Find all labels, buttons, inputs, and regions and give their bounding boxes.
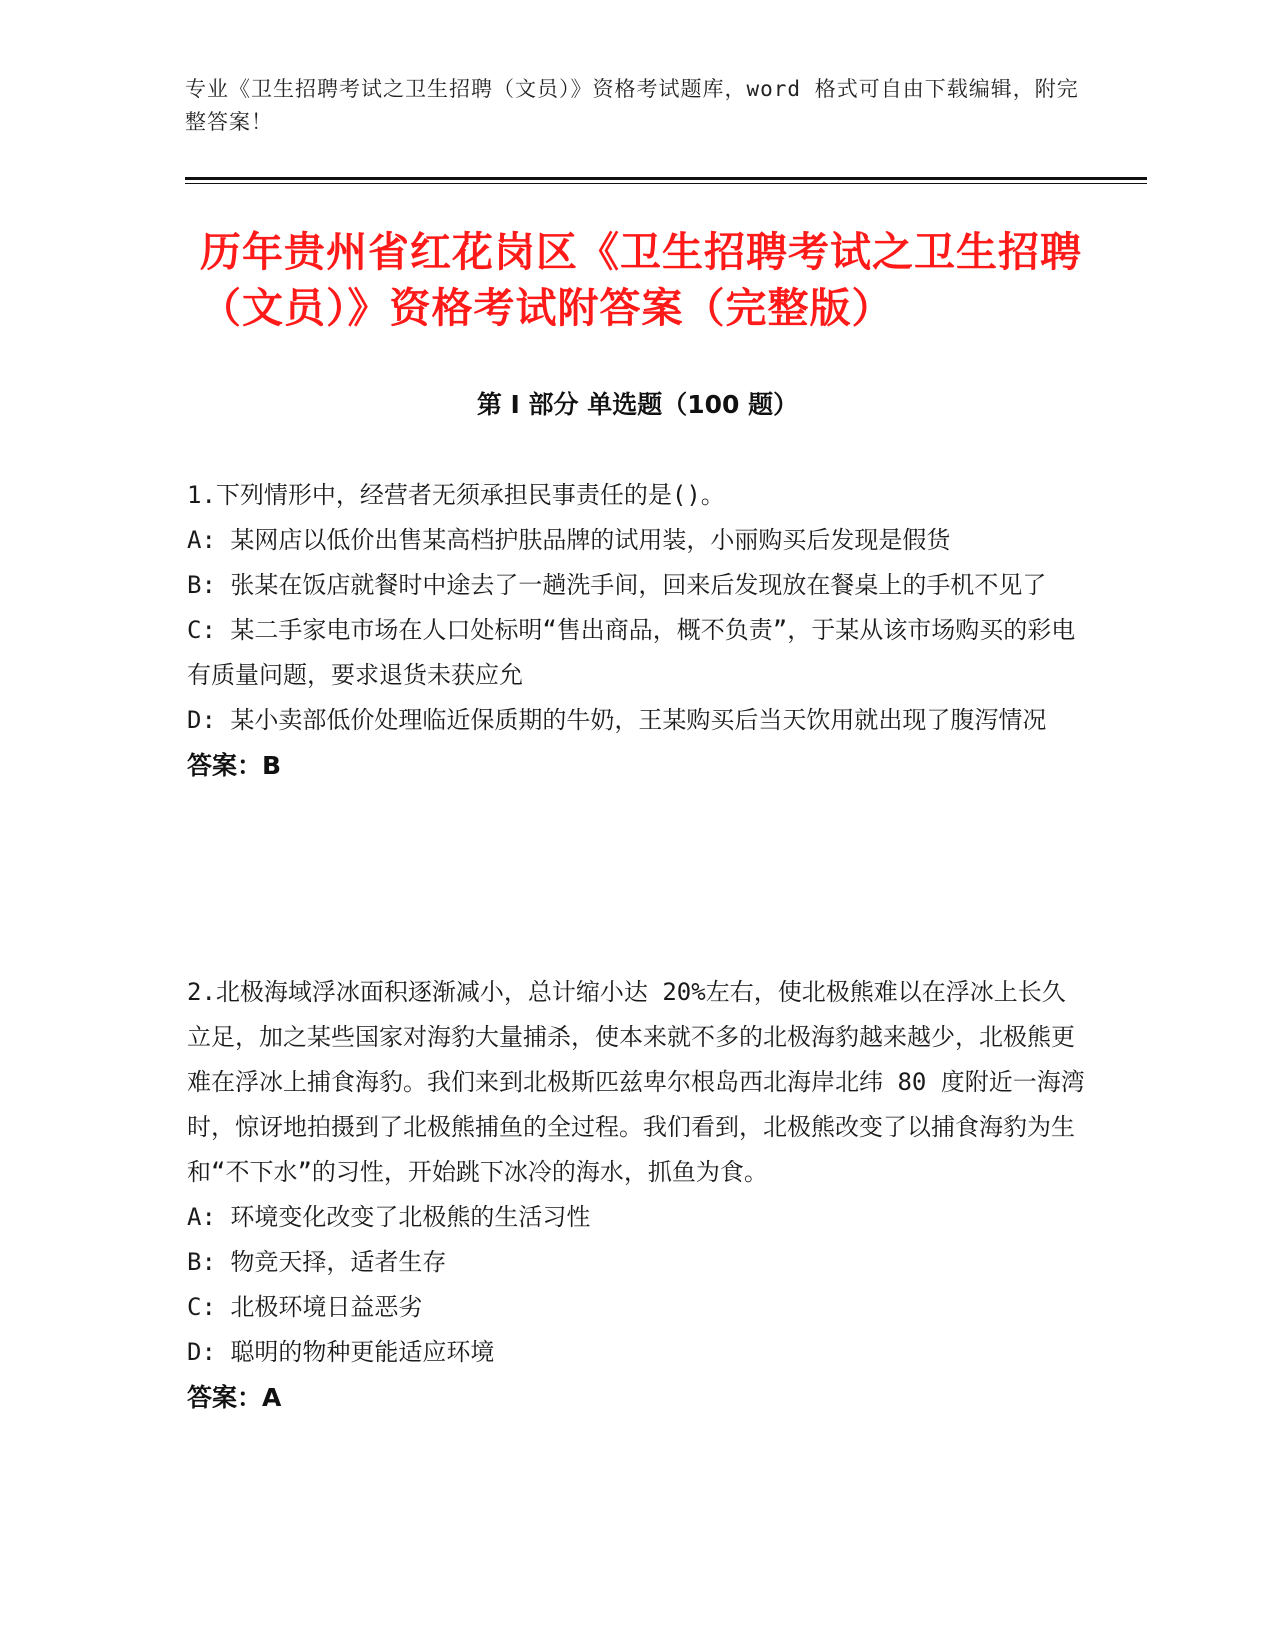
option-c: C: 北极环境日益恶劣	[187, 1293, 423, 1321]
option-b: B: 物竞天择，适者生存	[187, 1248, 447, 1276]
header-rule-thick	[185, 177, 1147, 180]
option-c: C: 某二手家电市场在人口处标明“售出商品，概不负责”，于某从该市场购买的彩电有质量问题，要求退货未获应允	[187, 616, 1076, 689]
answer-label: 答案：A	[187, 1383, 282, 1412]
question-stem: 1.下列情形中，经营者无须承担民事责任的是()。	[187, 481, 725, 509]
question-stem: 2.北极海域浮冰面积逐渐减小，总计缩小达 20%左右，使北极熊难以在浮冰上长久立足，加之某些国家对海豹大量捕杀，使本来就不多的北极海豹越来越少，北极熊更难在浮冰上捕食海豹。我们来到北极斯匹兹卑尔根岛西北海岸北纬 80 度附近一海湾时，惊讶地拍摄到了北极熊捕鱼的全过程。我们看到，北极熊改变了以捕食海豹为生和“不下水”的习性，开始跳下冰冷的海水，抓鱼为食。	[187, 978, 1085, 1186]
option-d: D: 聪明的物种更能适应环境	[187, 1338, 495, 1366]
option-b: B: 张某在饭店就餐时中途去了一趟洗手间，回来后发现放在餐桌上的手机不见了	[187, 571, 1047, 599]
header-note: 专业《卫生招聘考试之卫生招聘（文员）》资格考试题库，word 格式可自由下载编辑，附完整答案！	[185, 77, 1079, 134]
document-title: 历年贵州省红花岗区《卫生招聘考试之卫生招聘（文员）》资格考试附答案（完整版）	[200, 228, 1082, 332]
header-rule-thin	[185, 183, 1147, 184]
section-heading: 第 I 部分 单选题（100 题）	[476, 390, 799, 419]
option-a: A: 环境变化改变了北极熊的生活习性	[187, 1203, 591, 1231]
question-2	[187, 970, 1087, 1420]
option-a: A: 某网店以低价出售某高档护肤品牌的试用装，小丽购买后发现是假货	[187, 526, 951, 554]
question-1	[187, 473, 1087, 788]
option-d: D: 某小卖部低价处理临近保质期的牛奶，王某购买后当天饮用就出现了腹泻情况	[187, 706, 1047, 734]
answer-label: 答案：B	[187, 751, 282, 780]
